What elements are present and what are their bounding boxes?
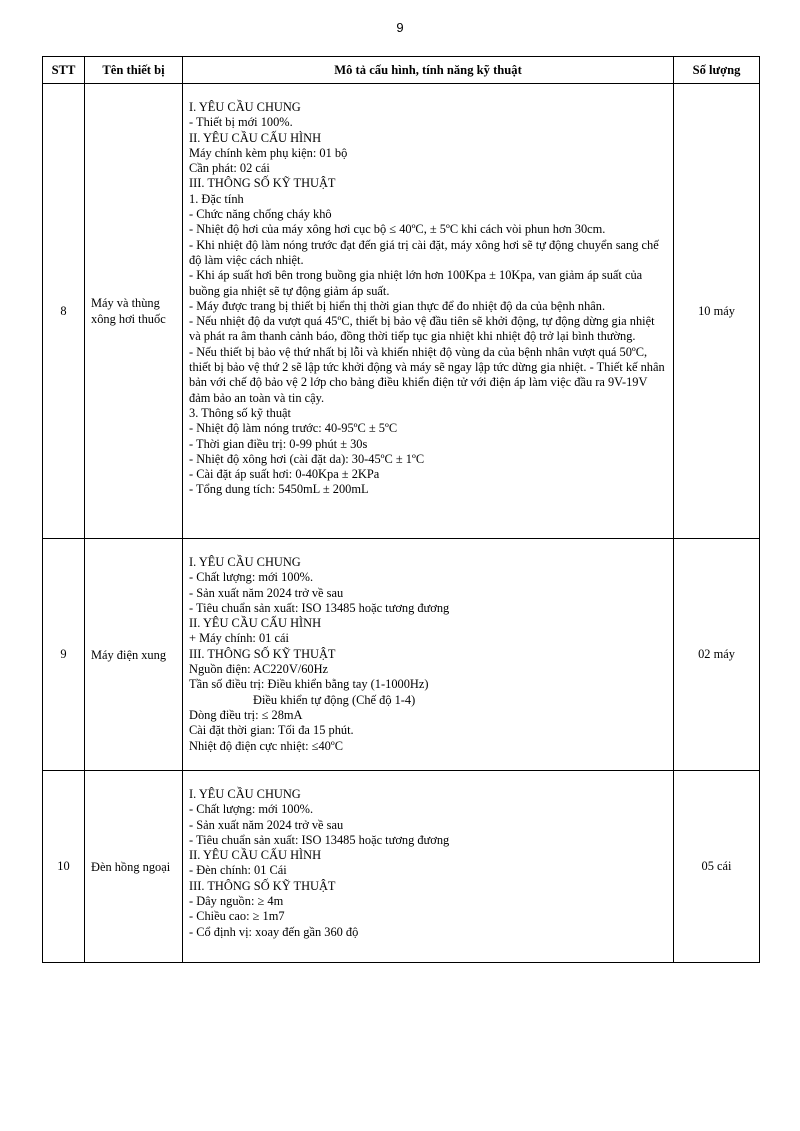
description-line: Điều khiển tự động (Chế độ 1-4) (253, 692, 416, 707)
description-line: II. YÊU CẦU CẤU HÌNH (189, 616, 322, 631)
description-line: - Khi nhiệt độ làm nóng trước đạt đến giá trị cài đặt, máy xông hơi sẽ tự động chuyển sang chế độ làm việc cách nhiệt. (189, 237, 659, 267)
description-line: - Tiêu chuẩn sản xuất: ISO 13485 hoặc tương đương (189, 600, 450, 615)
description-line: - Sản xuất năm 2024 trở về sau (189, 585, 344, 600)
description-line: - Nhiệt độ xông hơi (cài đặt da): 30-45ºC ± 1ºC (189, 451, 425, 466)
description-line: - Chất lượng: mới 100%. (189, 802, 314, 817)
description-line: - Máy được trang bị thiết bị hiển thị thời gian thực để đo nhiệt độ da của bệnh nhân. (189, 298, 606, 313)
description-line: + Máy chính: 01 cái (189, 631, 289, 646)
description-line: - Tiêu chuẩn sản xuất: ISO 13485 hoặc tương đương (189, 832, 450, 847)
description-line: Cần phát: 02 cái (189, 161, 270, 176)
header-quantity: Số lượng (674, 57, 760, 84)
row-quantity: 02 máy (674, 539, 760, 771)
description-line: III. THÔNG SỐ KỸ THUẬT (189, 646, 336, 661)
description-line: I. YÊU CẦU CHUNG (189, 555, 301, 569)
row-equipment-name: Máy điện xung (85, 539, 183, 771)
description-line: - Chức năng chống cháy khô (189, 207, 332, 222)
description-line: - Thời gian điều trị: 0-99 phút ± 30s (189, 436, 368, 451)
description-line: - Dây nguồn: ≥ 4m (189, 894, 284, 909)
description-line: Cài đặt thời gian: Tối đa 15 phút. (189, 723, 354, 738)
description-line: - Nhiệt độ làm nóng trước: 40-95ºC ± 5ºC (189, 421, 398, 436)
row-stt: 8 (43, 84, 85, 539)
description-line: - Sản xuất năm 2024 trở về sau (189, 817, 344, 832)
table-row (43, 771, 760, 963)
description-line: - Khi áp suất hơi bên trong buồng gia nhiệt lớn hơn 100Kpa ± 10Kpa, van giảm áp suất của buồng gia nhiệt sẽ tự động giảm áp suất. (189, 268, 643, 298)
row-description (183, 539, 674, 771)
row-equipment-name: Máy và thùng xông hơi thuốc (85, 84, 183, 539)
description-line: II. YÊU CẦU CẤU HÌNH (189, 848, 322, 863)
row-stt: 9 (43, 539, 85, 771)
description-line: - Nếu thiết bị bảo vệ thứ nhất bị lỗi và khiến nhiệt độ vùng da của bệnh nhân vượt quá 50ºC, thiết bị bảo vệ thứ 2 sẽ lập tức khởi động và máy sẽ ngay lập tức dừng gia nhiệt. - Thiết kế nhân bản với chế độ bảo vệ 2 lớp cho bảng điều khiển điện tử với điện áp làm việc đầu ra 9V-19V đảm bảo an toàn và tin cậy. (189, 344, 665, 405)
description-line: - Đèn chính: 01 Cái (189, 863, 287, 878)
description-line: - Nếu nhiệt độ da vượt quá 45ºC, thiết bị bảo vệ đầu tiên sẽ khởi động, tự động dừng gia nhiệt và phát ra âm thanh cảnh báo, đồng thời tiếp tục gia nhiệt khi nhiệt độ trở lại bình thường. (189, 314, 655, 344)
description-line: - Cài đặt áp suất hơi: 0-40Kpa ± 2KPa (189, 467, 380, 482)
row-quantity: 05 cái (674, 771, 760, 963)
description-line: II. YÊU CẦU CẤU HÌNH (189, 130, 322, 145)
description-line: - Nhiệt độ hơi của máy xông hơi cục bộ ≤ 40ºC, ± 5ºC khi cách vòi phun hơn 30cm. (189, 222, 606, 237)
row-description (183, 84, 674, 539)
description-line: I. YÊU CẦU CHUNG (189, 100, 301, 114)
table-row (43, 539, 760, 771)
description-line: - Chất lượng: mới 100%. (189, 570, 314, 585)
row-quantity: 10 máy (674, 84, 760, 539)
description-line: Máy chính kèm phụ kiện: 01 bộ (189, 145, 348, 160)
description-line: III. THÔNG SỐ KỸ THUẬT (189, 176, 336, 191)
header-description: Mô tả cấu hình, tính năng kỹ thuật (183, 57, 674, 84)
description-line: Nhiệt độ điện cực nhiệt: ≤40ºC (189, 738, 343, 753)
description-line: 3. Thông số kỹ thuật (189, 405, 291, 420)
description-line: Dòng điều trị: ≤ 28mA (189, 707, 303, 722)
equipment-spec-table (42, 56, 760, 963)
description-line: I. YÊU CẦU CHUNG (189, 787, 301, 801)
description-line: - Thiết bị mới 100%. (189, 115, 293, 130)
header-stt: STT (43, 57, 85, 84)
header-equipment-name: Tên thiết bị (85, 57, 183, 84)
table-row (43, 84, 760, 539)
table-header-row (43, 57, 760, 84)
row-stt: 10 (43, 771, 85, 963)
description-line: - Cổ định vị: xoay đến gần 360 độ (189, 924, 359, 939)
row-description (183, 771, 674, 963)
description-line: Tần số điều trị: Điều khiển bằng tay (1-1000Hz) (189, 677, 429, 692)
row-equipment-name: Đèn hồng ngoại (85, 771, 183, 963)
description-line: 1. Đặc tính (189, 191, 244, 206)
description-line: - Tổng dung tích: 5450mL ± 200mL (189, 482, 369, 497)
description-line: - Chiều cao: ≥ 1m7 (189, 909, 285, 924)
page-number: 9 (396, 20, 404, 35)
description-line: Nguồn điện: AC220V/60Hz (189, 662, 329, 677)
description-line: III. THÔNG SỐ KỸ THUẬT (189, 878, 336, 893)
